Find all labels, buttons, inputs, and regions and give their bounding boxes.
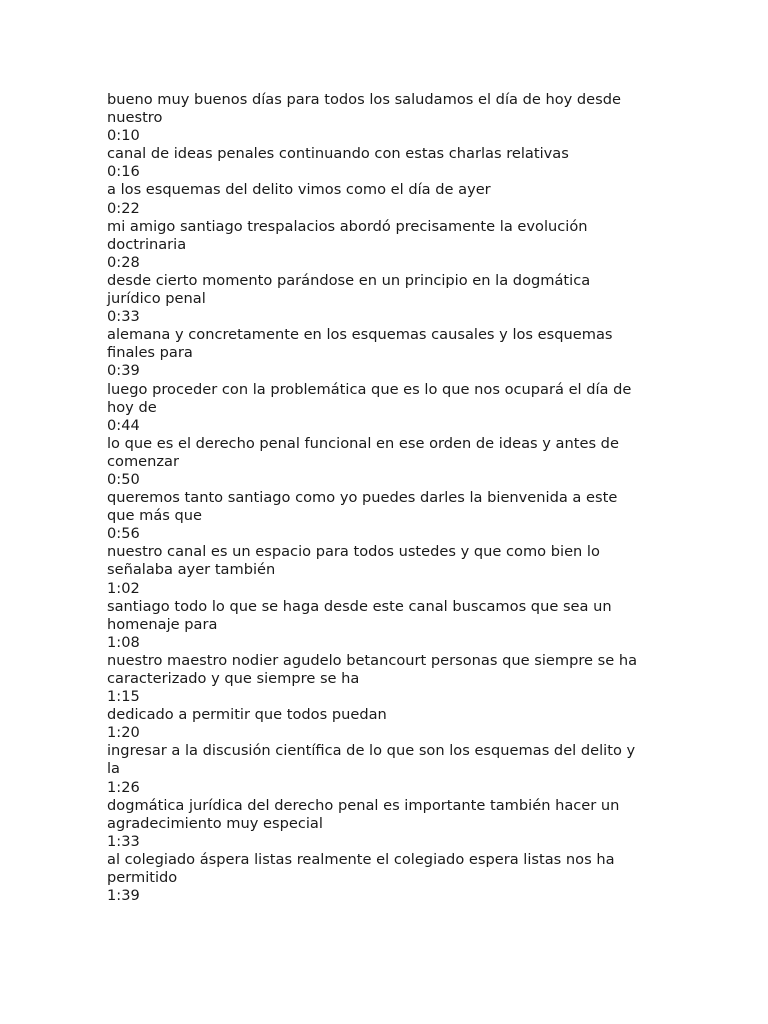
transcript-entry bbox=[107, 598, 667, 652]
timestamp: 0:16 bbox=[107, 163, 140, 181]
transcript-text: que más que bbox=[107, 507, 203, 525]
transcript-entry bbox=[107, 326, 667, 380]
transcript-entry bbox=[107, 652, 667, 706]
transcript-text: nuestro canal es un espacio para todos ustedes y que como bien lo bbox=[107, 543, 600, 561]
timestamp: 1:20 bbox=[107, 724, 140, 742]
timestamp: 1:15 bbox=[107, 688, 140, 706]
transcript-text: canal de ideas penales continuando con estas charlas relativas bbox=[107, 145, 569, 163]
transcript-text: nuestro maestro nodier agudelo betancourt personas que siempre se ha bbox=[107, 651, 638, 669]
timestamp: 1:26 bbox=[107, 778, 140, 796]
transcript-text: luego proceder con la problemática que es lo que nos ocupará el día de bbox=[107, 380, 632, 398]
transcript-text: dedicado a permitir que todos puedan bbox=[107, 706, 387, 724]
timestamp: 0:33 bbox=[107, 308, 140, 326]
transcript-text: doctrinaria bbox=[107, 235, 187, 253]
transcript-text: queremos tanto santiago como yo puedes darles la bienvenida a este bbox=[107, 489, 618, 507]
transcript-text: desde cierto momento parándose en un principio en la dogmática bbox=[107, 271, 591, 289]
transcript-entry bbox=[107, 91, 667, 145]
transcript-entry bbox=[107, 145, 667, 181]
transcript-entry bbox=[107, 218, 667, 272]
transcript-text: agradecimiento muy especial bbox=[107, 814, 323, 832]
transcript-entry bbox=[107, 489, 667, 543]
timestamp: 0:28 bbox=[107, 253, 140, 271]
transcript-text: santiago todo lo que se haga desde este canal buscamos que sea un bbox=[107, 597, 612, 615]
transcript-text: nuestro bbox=[107, 109, 163, 127]
timestamp: 0:22 bbox=[107, 199, 140, 217]
transcript-text: bueno muy buenos días para todos los saludamos el día de hoy desde bbox=[107, 91, 622, 108]
timestamp: 0:56 bbox=[107, 525, 140, 543]
transcript-text: señalaba ayer también bbox=[107, 561, 276, 579]
timestamp: 1:02 bbox=[107, 579, 140, 597]
transcript-entry bbox=[107, 543, 667, 597]
transcript-text: hoy de bbox=[107, 398, 157, 416]
transcript-entry bbox=[107, 797, 667, 851]
transcript-text: jurídico penal bbox=[107, 290, 206, 308]
timestamp: 1:39 bbox=[107, 887, 140, 905]
timestamp: 0:10 bbox=[107, 127, 140, 145]
transcript-entry bbox=[107, 706, 667, 742]
transcript-text: dogmática jurídica del derecho penal es importante también hacer un bbox=[107, 796, 620, 814]
transcript-text: permitido bbox=[107, 869, 178, 887]
transcript-entry bbox=[107, 435, 667, 489]
transcript-text: finales para bbox=[107, 344, 193, 362]
transcript-page bbox=[107, 91, 667, 905]
transcript-text: homenaje para bbox=[107, 615, 218, 633]
transcript-text: alemana y concretamente en los esquemas causales y los esquemas bbox=[107, 326, 613, 344]
timestamp: 1:08 bbox=[107, 633, 140, 651]
transcript-text: al colegiado áspera listas realmente el colegiado espera listas nos ha bbox=[107, 850, 615, 868]
transcript-entry bbox=[107, 742, 667, 796]
transcript-text: la bbox=[107, 760, 120, 778]
transcript-text: mi amigo santiago trespalacios abordó precisamente la evolución bbox=[107, 217, 588, 235]
timestamp: 0:44 bbox=[107, 416, 140, 434]
timestamp: 1:33 bbox=[107, 832, 140, 850]
transcript-entry bbox=[107, 851, 667, 905]
transcript-text: a los esquemas del delito vimos como el día de ayer bbox=[107, 181, 491, 199]
timestamp: 0:50 bbox=[107, 470, 140, 488]
transcript-text: ingresar a la discusión científica de lo que son los esquemas del delito y bbox=[107, 742, 636, 760]
transcript-text: comenzar bbox=[107, 452, 179, 470]
timestamp: 0:39 bbox=[107, 362, 140, 380]
transcript-text: lo que es el derecho penal funcional en ese orden de ideas y antes de bbox=[107, 434, 619, 452]
transcript-entry bbox=[107, 272, 667, 326]
transcript-entry bbox=[107, 181, 667, 217]
transcript-entry bbox=[107, 381, 667, 435]
transcript-text: caracterizado y que siempre se ha bbox=[107, 670, 360, 687]
